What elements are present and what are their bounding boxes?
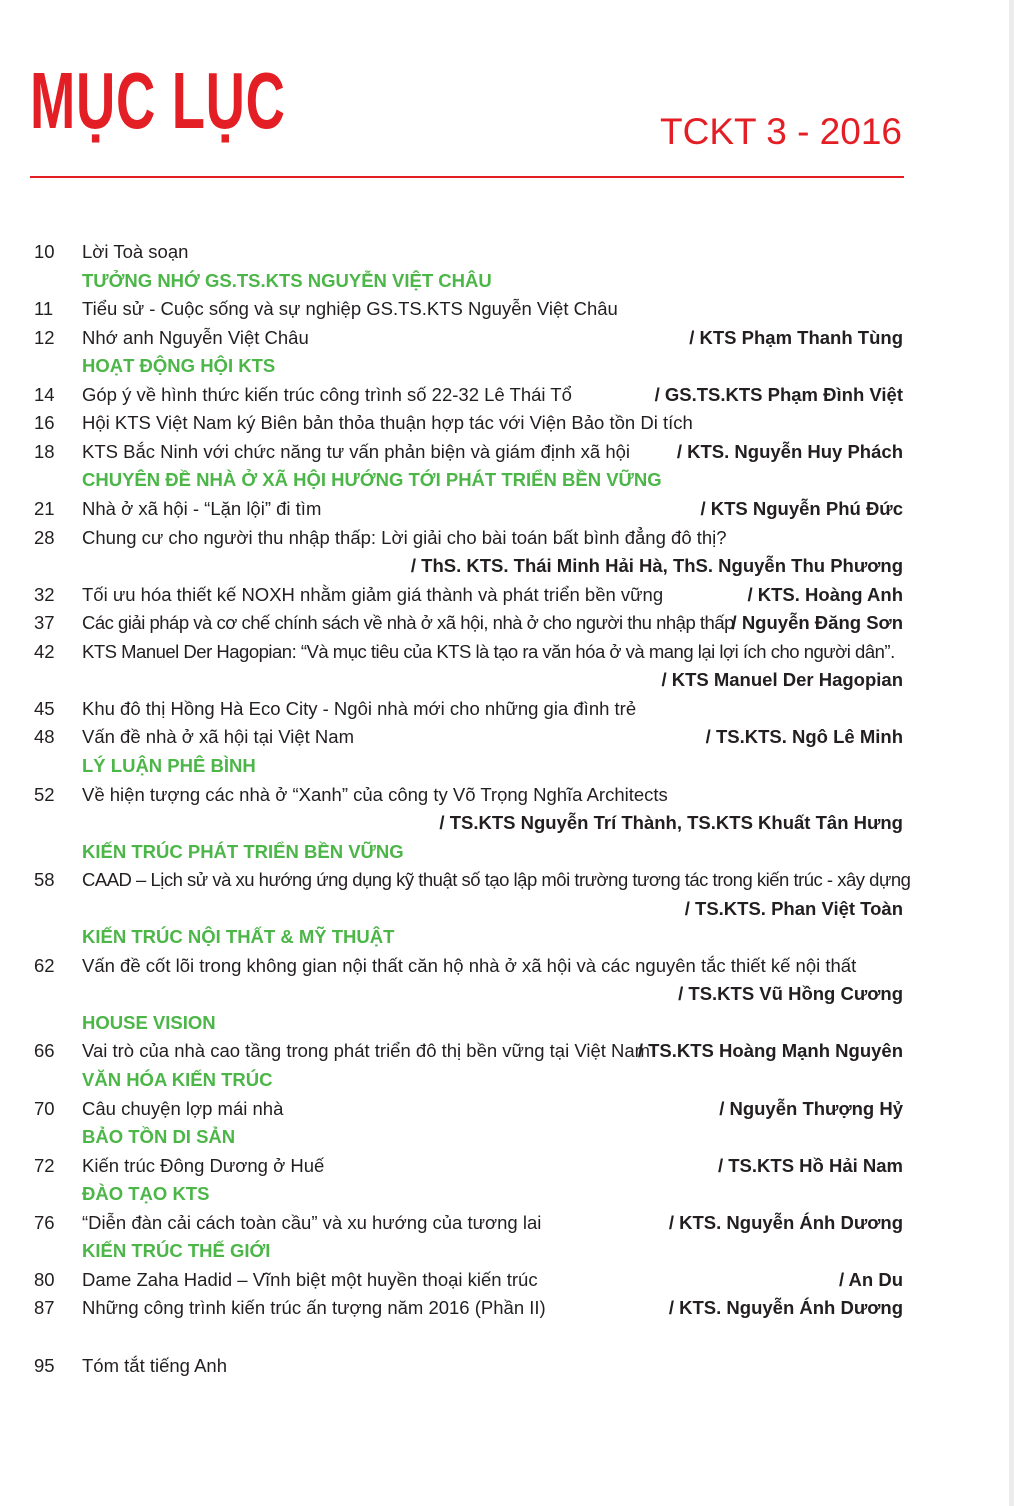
article-author: / KTS Nguyễn Phú Đức bbox=[700, 497, 903, 519]
toc-entry bbox=[0, 866, 1014, 894]
section-heading: VĂN HÓA KIẾN TRÚC bbox=[82, 1069, 273, 1090]
article-author: / ThS. KTS. Thái Minh Hải Hà, ThS. Nguyễn Thu Phương bbox=[410, 555, 903, 576]
toc-entry bbox=[0, 1209, 1014, 1237]
article-author: / KTS. Nguyễn Ánh Dương bbox=[668, 1211, 903, 1233]
toc-entry bbox=[0, 495, 1014, 523]
toc-entry bbox=[0, 895, 1014, 923]
article-title: KTS Bắc Ninh với chức năng tư vấn phản biện và giám định xã hội bbox=[82, 440, 631, 462]
article-title: Nhớ anh Nguyễn Việt Châu bbox=[82, 326, 309, 348]
page-number: 87 bbox=[34, 1297, 55, 1319]
toc-entry bbox=[0, 609, 1014, 637]
article-author: / KTS. Nguyễn Huy Phách bbox=[676, 440, 903, 462]
page-number: 95 bbox=[34, 1354, 55, 1376]
article-title: “Diễn đàn cải cách toàn cầu” và xu hướng của tương lai bbox=[82, 1211, 542, 1233]
article-title: Kiến trúc Đông Dương ở Huế bbox=[82, 1154, 325, 1176]
toc-entry bbox=[0, 581, 1014, 609]
section-heading: CHUYÊN ĐỀ NHÀ Ở XÃ HỘI HƯỚNG TỚI PHÁT TRIỂN BỀN VỮNG bbox=[82, 469, 662, 491]
section-heading-row bbox=[0, 1066, 1014, 1094]
header-divider bbox=[30, 176, 904, 178]
section-heading-row bbox=[0, 1009, 1014, 1037]
article-title: Tiểu sử - Cuộc sống và sự nghiệp GS.TS.KTS Nguyễn Việt Châu bbox=[82, 298, 618, 320]
article-title: Lời Toà soạn bbox=[82, 241, 189, 262]
toc-entry bbox=[0, 552, 1014, 580]
section-heading-row bbox=[0, 752, 1014, 780]
article-title: Các giải pháp và cơ chế chính sách về nhà ở xã hội, nhà ở cho người thu nhập thấp bbox=[82, 612, 734, 634]
page-number: 58 bbox=[34, 869, 55, 891]
article-title: Dame Zaha Hadid – Vĩnh biệt một huyền thoại kiến trúc bbox=[82, 1268, 538, 1290]
toc-entry bbox=[0, 1266, 1014, 1294]
toc-entry bbox=[0, 809, 1014, 837]
article-title: KTS Manuel Der Hagopian: “Và mục tiêu của KTS là tạo ra văn hóa ở và mang lại lợi ích cho người dân”. bbox=[82, 640, 895, 662]
article-title: Khu đô thị Hồng Hà Eco City - Ngôi nhà mới cho những gia đình trẻ bbox=[82, 697, 637, 719]
article-author: / TS.KTS Vũ Hồng Cương bbox=[678, 983, 903, 1005]
article-author: / KTS Phạm Thanh Tùng bbox=[689, 326, 903, 348]
article-author: / Nguyễn Đăng Sơn bbox=[731, 612, 903, 634]
article-title: CAAD – Lịch sử và xu hướng ứng dụng kỹ thuật số tạo lập môi trường tương tác trong kiến trúc - xây dựng bbox=[82, 869, 911, 891]
page-number: 16 bbox=[34, 412, 55, 434]
toc-entry bbox=[0, 952, 1014, 980]
section-heading: KIẾN TRÚC PHÁT TRIỂN BỀN VỮNG bbox=[82, 840, 404, 862]
page-number: 37 bbox=[34, 612, 55, 634]
article-author: / TS.KTS. Phan Việt Toàn bbox=[684, 897, 903, 919]
page-number: 48 bbox=[34, 726, 55, 748]
page-number: 52 bbox=[34, 783, 55, 805]
toc-entry bbox=[0, 1352, 1014, 1380]
article-title: Những công trình kiến trúc ấn tượng năm 2016 (Phần II) bbox=[82, 1297, 546, 1319]
page-title: MỤC LỤC bbox=[30, 56, 286, 145]
page-number: 11 bbox=[34, 298, 54, 320]
article-author: / TS.KTS Hồ Hải Nam bbox=[717, 1154, 903, 1176]
toc-entry bbox=[0, 781, 1014, 809]
section-heading-row bbox=[0, 352, 1014, 380]
article-author: / TS.KTS Hoàng Mạnh Nguyên bbox=[637, 1040, 903, 1062]
article-title: Chung cư cho người thu nhập thấp: Lời giải cho bài toán bất bình đẳng đô thị? bbox=[82, 526, 727, 548]
page-number: 42 bbox=[34, 640, 55, 662]
toc-entry bbox=[0, 324, 1014, 352]
toc-entry bbox=[0, 295, 1014, 323]
issue-label: TCKT 3 - 2016 bbox=[660, 111, 902, 152]
section-heading-row bbox=[0, 466, 1014, 494]
article-author: / KTS. Hoàng Anh bbox=[747, 583, 903, 605]
article-author: / TS.KTS. Ngô Lê Minh bbox=[705, 726, 903, 748]
toc-entry bbox=[0, 1095, 1014, 1123]
toc-entry bbox=[0, 381, 1014, 409]
toc-entry bbox=[0, 409, 1014, 437]
toc-entry bbox=[0, 1152, 1014, 1180]
page-number: 21 bbox=[34, 497, 55, 519]
section-heading: TƯỞNG NHỚ GS.TS.KTS NGUYỄN VIỆT CHÂU bbox=[82, 269, 492, 291]
section-heading: BẢO TỒN DI SẢN bbox=[82, 1126, 236, 1148]
section-heading: KIẾN TRÚC THẾ GIỚI bbox=[82, 1240, 271, 1262]
article-title: Góp ý về hình thức kiến trúc công trình số 22-32 Lê Thái Tổ bbox=[82, 383, 572, 405]
section-heading: KIẾN TRÚC NỘI THẤT & MỸ THUẬT bbox=[82, 926, 395, 948]
section-heading: LÝ LUẬN PHÊ BÌNH bbox=[82, 754, 256, 776]
article-title: Câu chuyện lợp mái nhà bbox=[82, 1097, 284, 1119]
page-number: 45 bbox=[34, 697, 55, 719]
toc-entry bbox=[0, 438, 1014, 466]
toc-entry bbox=[0, 1037, 1014, 1065]
section-heading-row bbox=[0, 1180, 1014, 1208]
article-author: / GS.TS.KTS Phạm Đình Việt bbox=[654, 383, 903, 405]
article-title: Tối ưu hóa thiết kế NOXH nhằm giảm giá thành và phát triển bền vững bbox=[82, 583, 664, 605]
page-number: 12 bbox=[34, 326, 55, 348]
article-author: / KTS Manuel Der Hagopian bbox=[661, 669, 903, 691]
article-title: Về hiện tượng các nhà ở “Xanh” của công ty Võ Trọng Nghĩa Architects bbox=[82, 783, 668, 805]
toc-entry bbox=[0, 695, 1014, 723]
toc-entry bbox=[0, 238, 1014, 266]
page-number: 10 bbox=[34, 241, 55, 262]
article-author: / KTS. Nguyễn Ánh Dương bbox=[668, 1297, 903, 1319]
article-title: Nhà ở xã hội - “Lặn lội” đi tìm bbox=[82, 497, 322, 519]
page-number: 14 bbox=[34, 383, 55, 405]
toc-entry bbox=[0, 1294, 1014, 1322]
article-title: Tóm tắt tiếng Anh bbox=[82, 1354, 228, 1376]
article-title: Vấn đề cốt lõi trong không gian nội thất căn hộ nhà ở xã hội và các nguyên tắc thiết kế nội thất bbox=[82, 954, 857, 976]
page-number: 66 bbox=[34, 1040, 55, 1062]
section-heading: ĐÀO TẠO KTS bbox=[82, 1183, 210, 1205]
article-title: Hội KTS Việt Nam ký Biên bản thỏa thuận hợp tác với Viện Bảo tồn Di tích bbox=[82, 412, 693, 434]
page-number: 76 bbox=[34, 1211, 55, 1233]
section-heading-row bbox=[0, 1123, 1014, 1151]
page-number: 32 bbox=[34, 583, 55, 605]
toc-entry bbox=[0, 980, 1014, 1008]
section-heading-row bbox=[0, 1237, 1014, 1265]
article-title: Vai trò của nhà cao tầng trong phát triển đô thị bền vững tại Việt Nam bbox=[82, 1040, 651, 1062]
toc-entry bbox=[0, 524, 1014, 552]
section-heading-row bbox=[0, 267, 1014, 295]
section-heading: HOẠT ĐỘNG HỘI KTS bbox=[82, 355, 276, 377]
page-number: 72 bbox=[34, 1154, 55, 1176]
page-number: 62 bbox=[34, 954, 55, 976]
toc-entry bbox=[0, 723, 1014, 751]
page-number: 28 bbox=[34, 526, 55, 548]
page-number: 70 bbox=[34, 1097, 55, 1119]
page-number: 18 bbox=[34, 440, 55, 462]
page-number: 80 bbox=[34, 1268, 55, 1290]
section-heading-row bbox=[0, 838, 1014, 866]
toc-entry bbox=[0, 666, 1014, 694]
section-heading-row bbox=[0, 923, 1014, 951]
toc-entry bbox=[0, 638, 1014, 666]
section-heading: HOUSE VISION bbox=[82, 1011, 216, 1033]
article-title: Vấn đề nhà ở xã hội tại Việt Nam bbox=[82, 726, 354, 748]
article-author: / Nguyễn Thượng Hỷ bbox=[719, 1097, 903, 1119]
article-author: / TS.KTS Nguyễn Trí Thành, TS.KTS Khuất Tân Hưng bbox=[439, 812, 903, 833]
article-author: / An Du bbox=[838, 1268, 903, 1290]
